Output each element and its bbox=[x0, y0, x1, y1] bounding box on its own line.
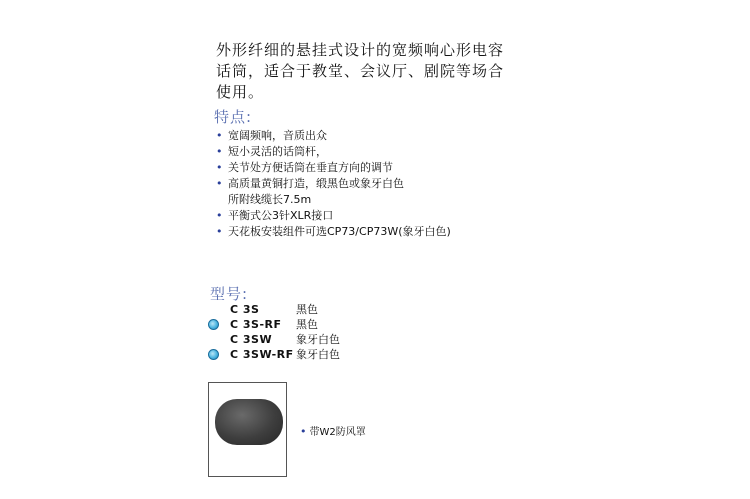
models-list bbox=[208, 302, 408, 362]
model-name: C 3SW-RF bbox=[230, 348, 294, 361]
feature-text: 宽阔频响，音质出众 bbox=[228, 129, 327, 142]
feature-item bbox=[214, 208, 534, 224]
accessory-note bbox=[300, 425, 366, 440]
model-color: 黑色 bbox=[296, 303, 318, 316]
model-color: 象牙白色 bbox=[296, 333, 340, 346]
feature-text: 关节处方便话筒在垂直方向的调节 bbox=[228, 161, 393, 174]
model-color: 象牙白色 bbox=[296, 348, 340, 361]
product-description bbox=[216, 40, 536, 103]
bullet-icon: • bbox=[216, 129, 223, 142]
features-list bbox=[214, 128, 534, 240]
description-line: 外形纤细的悬挂式设计的宽频响心形电容 bbox=[216, 41, 505, 59]
description-line: 话筒，适合于教堂、会议厅、剧院等场合 bbox=[216, 62, 505, 80]
feature-item bbox=[214, 128, 534, 144]
model-color: 黑色 bbox=[296, 318, 318, 331]
feature-item bbox=[214, 160, 534, 176]
model-row bbox=[208, 302, 408, 317]
feature-item bbox=[214, 224, 534, 240]
feature-text: 高质量黄铜打造，缎黑色或象牙白色 bbox=[228, 177, 404, 190]
accessory-label: 带W2防风罩 bbox=[309, 427, 366, 438]
feature-item-continued bbox=[214, 192, 534, 208]
models-heading: 型号: bbox=[210, 285, 249, 303]
features-heading: 特点: bbox=[214, 108, 253, 126]
bullet-icon: • bbox=[216, 145, 223, 158]
windscreen-photo bbox=[208, 382, 287, 477]
feature-item bbox=[214, 176, 534, 192]
bullet-icon: • bbox=[300, 425, 307, 438]
model-name: C 3S-RF bbox=[230, 318, 282, 331]
bullet-icon: • bbox=[216, 177, 223, 190]
model-row bbox=[208, 317, 408, 332]
bullet-icon: • bbox=[216, 209, 223, 222]
model-row bbox=[208, 332, 408, 347]
rf-badge-icon bbox=[208, 319, 219, 330]
model-name: C 3SW bbox=[230, 333, 273, 346]
feature-text: 所附线缆长7.5m bbox=[228, 193, 312, 206]
bullet-icon: • bbox=[216, 225, 223, 238]
model-row bbox=[208, 347, 408, 362]
feature-item bbox=[214, 144, 534, 160]
feature-text: 短小灵活的话筒杆， bbox=[228, 145, 327, 158]
foam-windscreen-image bbox=[215, 399, 283, 445]
model-name: C 3S bbox=[230, 303, 260, 316]
bullet-icon: • bbox=[216, 161, 223, 174]
feature-text: 天花板安装组件可选CP73/CP73W(象牙白色) bbox=[228, 225, 451, 238]
rf-badge-icon bbox=[208, 349, 219, 360]
description-line: 使用。 bbox=[216, 83, 265, 101]
feature-text: 平衡式公3针XLR接口 bbox=[228, 209, 334, 222]
